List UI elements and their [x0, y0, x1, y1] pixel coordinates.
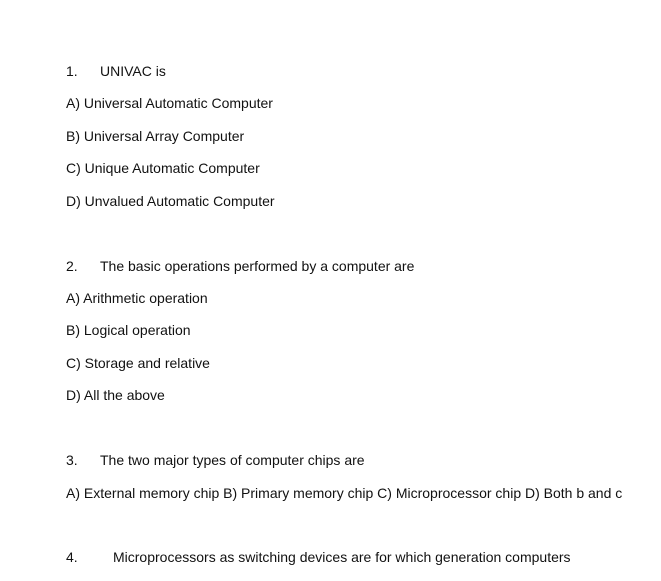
option-d: D) All the above [66, 387, 165, 403]
option-b: B) Universal Array Computer [66, 128, 245, 144]
question-2 [66, 258, 414, 274]
option-c: C) Storage and relative [66, 355, 210, 371]
question-text: The two major types of computer chips are [100, 452, 365, 468]
option-c: C) Unique Automatic Computer [66, 160, 260, 176]
question-number: 4. [66, 549, 78, 565]
question-number: 1. [66, 63, 78, 79]
question-text: Microprocessors as switching devices are for which generation computers [113, 549, 571, 565]
option-d: D) Unvalued Automatic Computer [66, 193, 275, 209]
option-combined: A) External memory chip B) Primary memory chip C) Microprocessor chip D) Both b and c [66, 485, 623, 501]
question-text: The basic operations performed by a computer are [100, 258, 415, 274]
question-1 [66, 63, 166, 79]
question-3 [66, 452, 365, 468]
question-4 [66, 549, 571, 565]
option-a: A) Universal Automatic Computer [66, 95, 273, 111]
option-a: A) Arithmetic operation [66, 290, 208, 306]
option-b: B) Logical operation [66, 322, 191, 338]
question-number: 3. [66, 452, 78, 468]
question-text: UNIVAC is [100, 63, 166, 79]
question-number: 2. [66, 258, 78, 274]
